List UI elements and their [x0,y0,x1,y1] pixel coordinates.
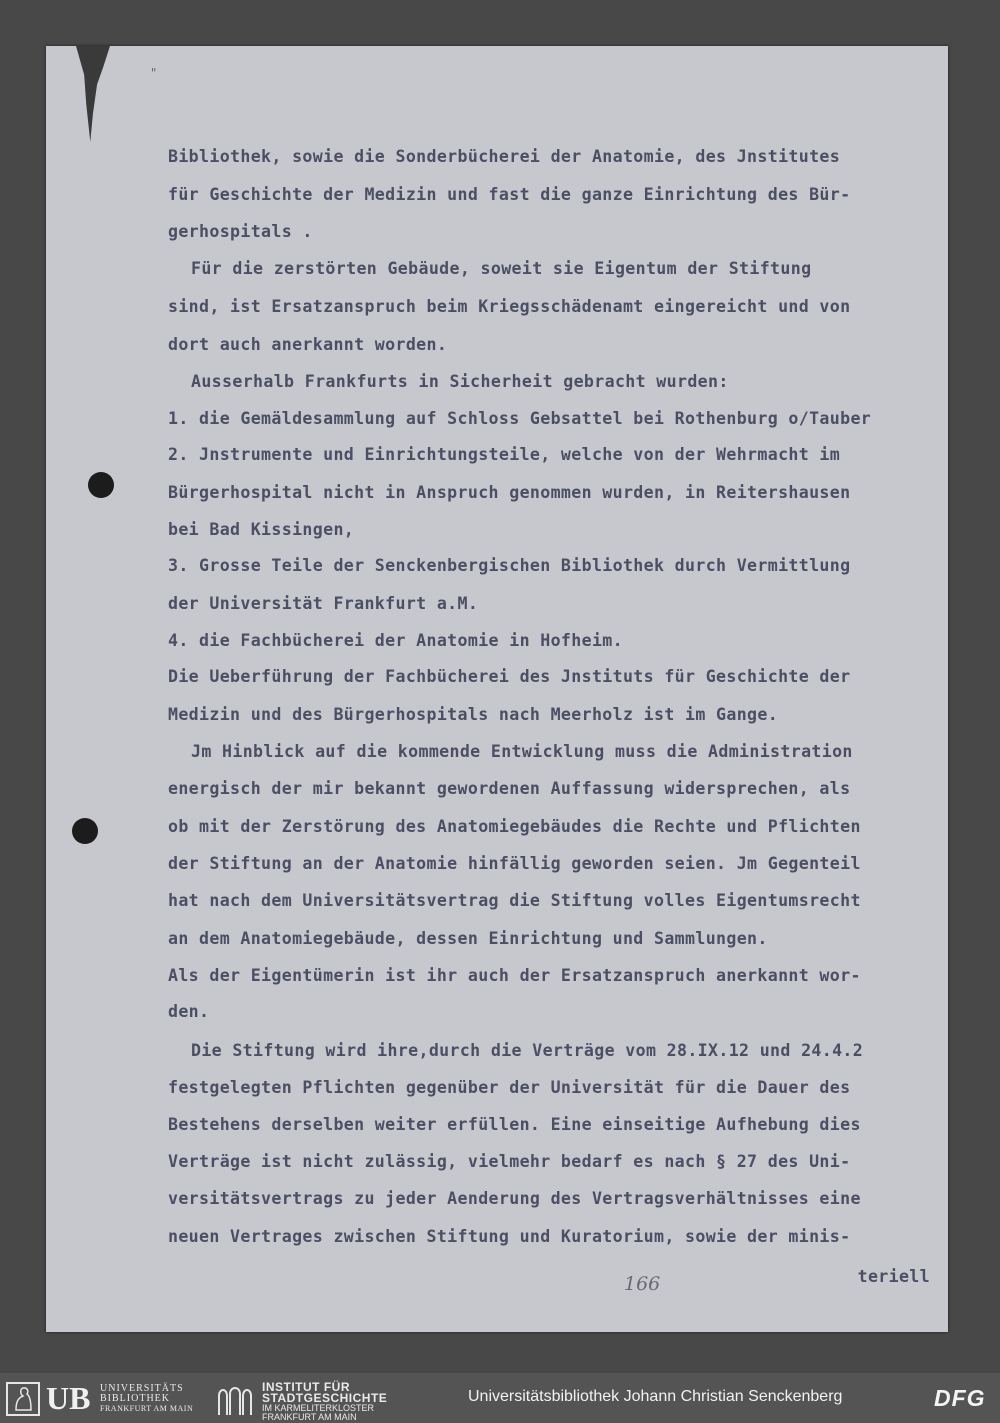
text-line: sind, ist Ersatzanspruch beim Kriegsschädenamt eingereicht und von [168,297,851,316]
text-line: Die Stiftung wird ihre,durch die Verträge vom 28.IX.12 und 24.4.2 [191,1041,864,1060]
text-line: der Stiftung an der Anatomie hinfällig geworden seien. Jm Gegenteil [168,854,861,873]
pencil-mark: " [150,66,158,80]
text-line: hat nach dem Universitätsvertrag die Stiftung volles Eigentumsrecht [168,891,861,910]
text-line: an dem Anatomiegebäude, dessen Einrichtung und Sammlungen. [168,929,768,948]
text-line: 1. die Gemäldesammlung auf Schloss Gebsattel bei Rothenburg o/Tauber [168,409,872,428]
text-line: bei Bad Kissingen, [168,520,355,539]
handwritten-page-number: 166 [624,1273,661,1295]
text-line: 4. die Fachbücherei der Anatomie in Hofheim. [168,631,623,650]
text-line: Bürgerhospital nicht in Anspruch genommen wurden, in Reitershausen [168,483,851,502]
catchword: teriell [857,1267,930,1286]
ub-line: BIBLIOTHEK [100,1393,170,1404]
isg-line: STADTGESCHICHTE [262,1391,388,1405]
text-line: 2. Jnstrumente und Einrichtungsteile, welche von der Wehrmacht im [168,445,841,464]
isg-line: IM KARMELITERKLOSTER [262,1403,375,1413]
text-line: für Geschichte der Medizin und fast die ganze Einrichtung des Bür- [168,185,851,204]
dfg-logo[interactable]: DFG [934,1385,986,1411]
portrait-icon [6,1382,40,1416]
punch-hole-icon [72,818,98,844]
text-line: Medizin und des Bürgerhospitals nach Meerholz ist im Gange. [168,705,779,724]
ub-monogram: UB [46,1380,91,1416]
text-line: Jm Hinblick auf die kommende Entwicklung muss die Administration [191,742,853,761]
text-line: Die Ueberführung der Fachbücherei des Jnstituts für Geschichte der [168,667,851,686]
text-line: Bestehens derselben weiter erfüllen. Eine einseitige Aufhebung dies [168,1115,861,1134]
isg-line: FRANKFURT AM MAIN [262,1412,357,1422]
text-line: energisch der mir bekannt gewordenen Auffassung widersprechen, als [168,779,851,798]
text-line: festgelegten Pflichten gegenüber der Universität für die Dauer des [168,1078,851,1097]
ub-wordmark [100,1384,220,1414]
ub-line: FRANKFURT AM MAIN [100,1404,194,1413]
isg-line: INSTITUT FÜR [262,1380,350,1394]
text-line: Bibliothek, sowie die Sonderbücherei der Anatomie, des Jnstitutes [168,147,841,166]
text-line: dort auch anerkannt worden. [168,335,448,354]
torn-corner [76,46,110,142]
text-line: neuen Vertrages zwischen Stiftung und Kuratorium, sowie der minis- [168,1227,851,1246]
ub-line: UNIVERSITÄTS [100,1383,184,1394]
punch-hole-icon [88,472,114,498]
isg-wordmark [262,1382,462,1422]
text-line: Ausserhalb Frankfurts in Sicherheit gebracht wurden: [191,372,729,391]
text-line: Als der Eigentümerin ist ihr auch der Ersatzanspruch anerkannt wor- [168,966,861,985]
text-line: 3. Grosse Teile der Senckenbergischen Bibliothek durch Vermittlung [168,556,851,575]
text-line: versitätsvertrags zu jeder Aenderung des Vertragsverhältnisses eine [168,1189,861,1208]
arches-icon [216,1382,254,1416]
typewritten-page [46,46,948,1332]
footer-institution-title: Universitätsbibliothek Johann Christian Senckenberg [468,1388,843,1405]
footer-bar [0,1373,1000,1423]
text-line: Für die zerstörten Gebäude, soweit sie Eigentum der Stiftung [191,259,812,278]
text-line: den. [168,1002,210,1021]
text-line: gerhospitals . [168,222,313,241]
text-line: ob mit der Zerstörung des Anatomiegebäudes die Rechte und Pflichten [168,817,861,836]
text-line: Verträge ist nicht zulässig, vielmehr bedarf es nach § 27 des Uni- [168,1152,851,1171]
text-line: der Universität Frankfurt a.M. [168,594,479,613]
